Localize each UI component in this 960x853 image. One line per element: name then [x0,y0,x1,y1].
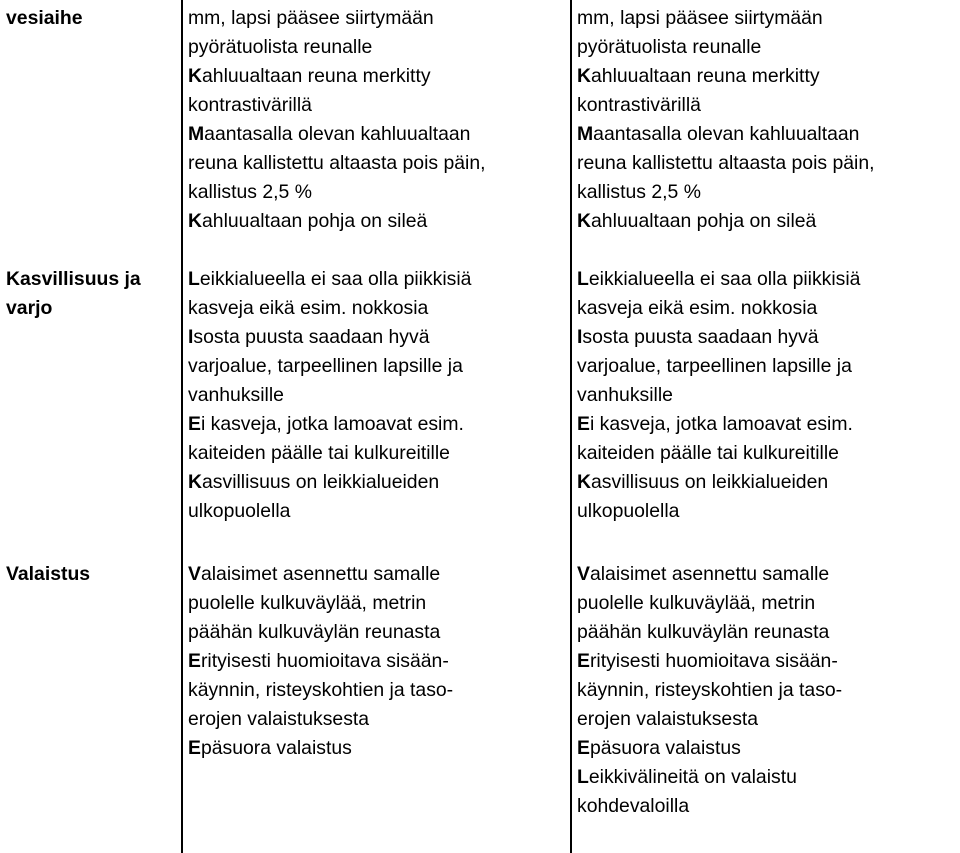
line-initial: K [577,210,592,232]
text-line [188,120,486,149]
line-text: eikkialueella ei saa olla piikkisiä [588,268,861,290]
line-text: asvillisuus on leikkialueiden [202,471,440,493]
line-initial: E [188,737,201,759]
line-text: rityisesti huomioitava sisään- [589,650,838,672]
text-line [577,265,860,294]
line-text: eikkialueella ei saa olla piikkisiä [199,268,472,290]
line-text: päähän kulkuväylän reunasta [188,621,441,643]
text-line [577,33,875,62]
line-text: kohdevaloilla [577,795,690,817]
line-text: erojen valaistuksesta [577,708,759,730]
line-initial: E [577,650,590,672]
line-text: alaisimet asennettu samalle [589,563,830,585]
requirements-cell [188,560,453,763]
line-text: aantasalla olevan kahluualtaan [204,123,471,145]
text-line [188,91,486,120]
line-text: puolelle kulkuväylää, metrin [577,592,816,614]
line-text: päsuora valaistus [200,737,352,759]
text-line [188,178,486,207]
text-line [188,352,471,381]
text-line [188,323,471,352]
text-line [577,120,875,149]
text-line [577,294,860,323]
line-text: rityisesti huomioitava sisään- [200,650,449,672]
line-text: kontrastivärillä [188,94,312,116]
line-text: mm, lapsi pääsee siirtymään [577,7,823,29]
line-text: kaiteiden päälle tai kulkureitille [577,442,839,464]
text-line [577,705,842,734]
line-text: pyörätuolista reunalle [188,36,373,58]
text-line [577,792,842,821]
line-initial: K [188,471,203,493]
text-line [188,207,486,236]
text-line [188,705,453,734]
line-text: erojen valaistuksesta [188,708,370,730]
line-text: eikkivälineitä on valaistu [588,766,797,788]
line-text: vanhuksille [577,384,673,406]
text-line [188,410,471,439]
text-line [577,647,842,676]
text-line [577,439,860,468]
line-initial: E [577,737,590,759]
text-line [188,265,471,294]
implementation-cell [577,265,860,526]
line-initial: M [577,123,594,145]
line-text: i kasveja, jotka lamoavat esim. [589,413,853,435]
text-line [188,381,471,410]
line-initial: I [188,326,194,348]
text-line [577,352,860,381]
text-line [577,497,860,526]
line-text: ahluualtaan pohja on sileä [591,210,817,232]
text-line [577,323,860,352]
line-text: mm, lapsi pääsee siirtymään [188,7,434,29]
implementation-cell [577,4,875,236]
category-cell-vesiaihe [6,4,83,33]
text-line [577,560,842,589]
line-text: kaiteiden päälle tai kulkureitille [188,442,450,464]
column-divider-1 [181,0,183,853]
line-text: ulkopuolella [188,500,291,522]
text-line [188,62,486,91]
category-line: varjo [6,297,53,319]
text-line [577,618,842,647]
line-initial: K [577,471,592,493]
line-text: kallistus 2,5 % [577,181,701,203]
line-text: aantasalla olevan kahluualtaan [593,123,860,145]
line-text: vanhuksille [188,384,284,406]
line-text: päähän kulkuväylän reunasta [577,621,830,643]
line-text: käynnin, risteyskohtien ja taso- [577,679,843,701]
text-line [577,381,860,410]
text-line [577,676,842,705]
line-text: asvillisuus on leikkialueiden [591,471,829,493]
line-initial: E [577,413,590,435]
line-text: reuna kallistettu altaasta pois päin, [188,152,486,174]
text-line [188,149,486,178]
text-line [577,62,875,91]
line-initial: K [577,65,592,87]
category-cell-kasvillisuus [6,265,141,323]
text-line [577,91,875,120]
line-initial: E [188,650,201,672]
text-line [188,439,471,468]
text-line [188,560,453,589]
text-line [577,410,860,439]
text-line [188,734,453,763]
category-line: Valaistus [6,563,91,585]
line-text: kontrastivärillä [577,94,701,116]
line-text: käynnin, risteyskohtien ja taso- [188,679,454,701]
text-line [577,178,875,207]
line-text: varjoalue, tarpeellinen lapsille ja [188,355,463,377]
line-text: kallistus 2,5 % [188,181,312,203]
text-line [577,468,860,497]
category-line: Kasvillisuus ja [6,268,141,290]
line-initial: L [577,766,589,788]
line-text: reuna kallistettu altaasta pois päin, [577,152,875,174]
line-initial: M [188,123,205,145]
text-line [577,207,875,236]
line-text: sosta puusta saadaan hyvä [193,326,430,348]
text-line [188,33,486,62]
column-divider-2 [570,0,572,853]
line-text: ulkopuolella [577,500,680,522]
text-line [577,149,875,178]
line-initial: V [577,563,590,585]
line-text: pyörätuolista reunalle [577,36,762,58]
text-line [188,497,471,526]
line-initial: V [188,563,201,585]
text-line [577,763,842,792]
line-text: kasveja eikä esim. nokkosia [577,297,818,319]
line-text: ahluualtaan pohja on sileä [202,210,428,232]
line-text: i kasveja, jotka lamoavat esim. [200,413,464,435]
line-initial: E [188,413,201,435]
line-text: ahluualtaan reuna merkitty [202,65,431,87]
line-text: päsuora valaistus [589,737,741,759]
implementation-cell [577,560,842,821]
line-text: sosta puusta saadaan hyvä [582,326,819,348]
line-text: alaisimet asennettu samalle [200,563,441,585]
text-line [188,676,453,705]
text-line [577,589,842,618]
line-text: puolelle kulkuväylää, metrin [188,592,427,614]
line-initial: K [188,65,203,87]
text-line [188,647,453,676]
text-line [577,734,842,763]
line-initial: L [188,268,200,290]
line-initial: K [188,210,203,232]
line-initial: I [577,326,583,348]
text-line [188,4,486,33]
text-line [188,468,471,497]
line-text: varjoalue, tarpeellinen lapsille ja [577,355,852,377]
category-cell-valaistus [6,560,90,589]
line-text: ahluualtaan reuna merkitty [591,65,820,87]
requirements-cell [188,265,471,526]
line-text: kasveja eikä esim. nokkosia [188,297,429,319]
category-line: vesiaihe [6,7,83,29]
requirements-cell [188,4,486,236]
text-line [188,618,453,647]
text-line [577,4,875,33]
line-initial: L [577,268,589,290]
text-line [188,589,453,618]
text-line [188,294,471,323]
